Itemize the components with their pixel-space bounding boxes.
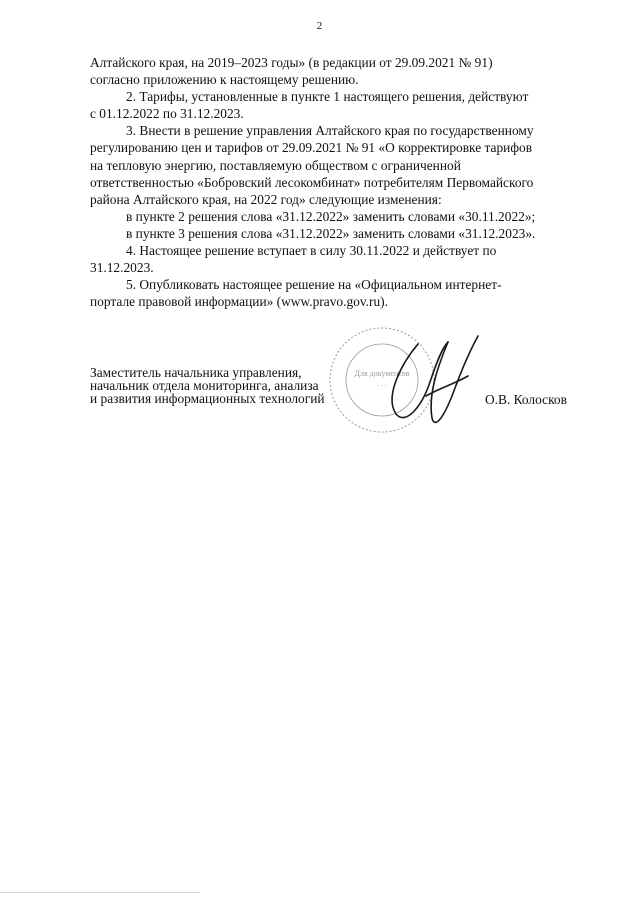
document-body	[90, 54, 584, 310]
svg-text:Для документов: Для документов	[354, 369, 410, 378]
handwritten-signature	[392, 336, 478, 422]
paragraph-2-line-1: 2. Тарифы, установленные в пункте 1 настоящего решения, действуют	[126, 89, 529, 105]
signer-position-line-1: Заместитель начальника управления,	[90, 365, 302, 380]
paragraph-3-line-5: района Алтайского края, на 2022 год» следующие изменения:	[90, 191, 442, 207]
footer-line	[0, 892, 200, 893]
paragraph-1-line-2: согласно приложению к настоящему решению.	[90, 72, 359, 88]
paragraph-4-line-1: 4. Настоящее решение вступает в силу 30.11.2022 и действует по	[126, 243, 497, 259]
paragraph-3-item-1: в пункте 2 решения слова «31.12.2022» заменить словами «30.11.2022»;	[126, 208, 536, 224]
paragraph-2-line-2: с 01.12.2022 по 31.12.2023.	[90, 106, 244, 122]
paragraph-3-item-2: в пункте 3 решения слова «31.12.2022» заменить словами «31.12.2023».	[126, 225, 536, 241]
signer-position-line-3: и развития информационных технологий	[90, 391, 325, 406]
signer-position-line-2: начальник отдела мониторинга, анализа	[90, 378, 319, 393]
official-stamp-and-signature	[310, 318, 510, 438]
paragraph-3-line-1: 3. Внести в решение управления Алтайского края по государственному	[126, 123, 534, 139]
paragraph-5-line-1: 5. Опубликовать настоящее решение на «Официальном интернет-	[126, 277, 502, 293]
paragraph-3-line-2: регулированию цен и тарифов от 29.09.2021 № 91 «О корректировке тарифов	[90, 140, 533, 156]
signer-name: О.В. Колосков	[485, 392, 567, 407]
paragraph-3-line-4: ответственностью «Бобровский лесокомбинат» потребителям Первомайского	[90, 174, 534, 190]
paragraph-1-line-1: Алтайского края, на 2019–2023 годы» (в редакции от 29.09.2021 № 91)	[90, 55, 493, 70]
page-number: 2	[316, 20, 323, 32]
paragraph-4-line-2: 31.12.2023.	[90, 260, 154, 276]
paragraph-5-line-2: портале правовой информации» (www.pravo.gov.ru).	[90, 294, 388, 310]
paragraph-3-line-3: на тепловую энергию, поставляемую обществом с ограниченной	[90, 157, 461, 173]
svg-text:· · ·: · · ·	[376, 382, 388, 390]
